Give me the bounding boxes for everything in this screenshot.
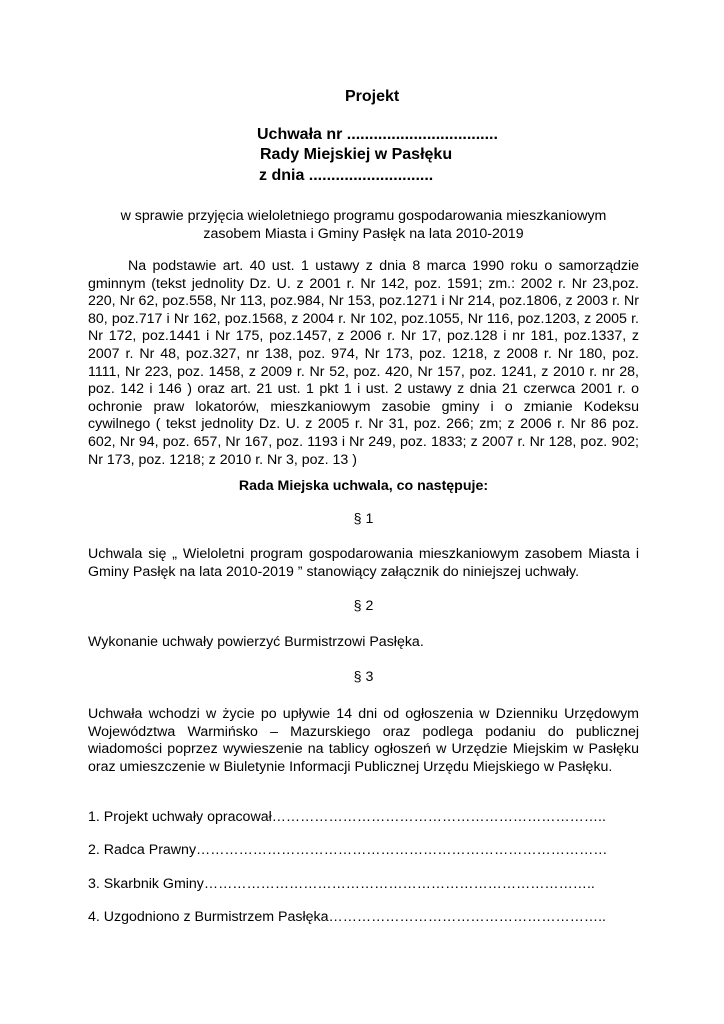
legal-basis: Na podstawie art. 40 ust. 1 ustawy z dnia 8 marca 1990 roku o samorządzie gminnym (tekst jednolity Dz. U. z 2001 r. Nr 142, poz. 1591; zm.: 2002 r. Nr 23,poz. 220, Nr 62, poz.558, Nr 113, poz.984, Nr 153, poz.1271 i Nr 214, poz.1806, z 2003 r. Nr 80, poz.717 i Nr 162, poz.1568, z 2004 r. Nr 102, poz.1055, Nr 116, poz.1203, z 2005 r. Nr 172, poz.1441 i Nr 175, poz.1457, z 2006 r. Nr 17, poz.128 i nr 181, poz.1337, z 2007 r. Nr 48, poz.327, nr 138, poz. 974, Nr 173, poz. 1218, z 2008 r. Nr 180, poz. 1111, Nr 223, poz. 1458, z 2009 r. Nr 52, poz. 420, Nr 157, poz. 1241, z 2010 r. nr 28, poz. 142 i 146 ) oraz art. 21 ust. 1 pkt 1 i ust. 2 ustawy z dnia 21 czerwca 2001 r. o ochronie praw lokatorów, mieszkaniowym zasobie gminy i o zmianie Kodeksu cywilnego ( tekst jednolity Dz. U. z 2005 r. Nr 31, poz. 266; zm; z 2006 r. Nr 86 poz. 602, Nr 94, poz. 657, Nr 167, poz. 1193 i Nr 249, poz. 1833; z 2007 r. Nr 128, poz. 902; Nr 173, poz. 1218; z 2010 r. Nr 3, poz. 13 ) bbox=[88, 258, 639, 468]
section-1-heading: § 1 bbox=[353, 511, 374, 527]
section-3-heading: § 3 bbox=[353, 669, 374, 685]
draft-label: Projekt bbox=[345, 88, 400, 105]
resolution-date: z dnia ............................ bbox=[259, 167, 434, 184]
resolution-number: Uchwała nr .................................. bbox=[257, 126, 498, 143]
council-name: Rady Miejskiej w Pasłęku bbox=[260, 146, 453, 163]
signature-line-1: 1. Projekt uchwały opracował…………………………………………………………….. bbox=[88, 809, 606, 825]
signature-line-3: 3. Skarbnik Gminy……………………………………………………………………….. bbox=[88, 876, 595, 892]
section-1-text: Uchwala się „ Wieloletni program gospodarowania mieszkaniowym zasobem Miasta i Gminy Pasłęk na lata 2010-2019 ” stanowiący załącznik do niniejszej uchwały. bbox=[88, 546, 639, 580]
subject-line-2: zasobem Miasta i Gminy Pasłęk na lata 2010-2019 bbox=[203, 226, 524, 242]
signature-line-2: 2. Radca Prawny…………………………………………………………………………… bbox=[88, 842, 608, 858]
resolves-heading: Rada Miejska uchwala, co następuje: bbox=[238, 478, 489, 494]
section-2-heading: § 2 bbox=[353, 598, 374, 614]
subject-line-1: w sprawie przyjęcia wieloletniego programu gospodarowania mieszkaniowym bbox=[120, 208, 607, 224]
section-3-text: Uchwała wchodzi w życie po upływie 14 dni od ogłoszenia w Dzienniku Urzędowym Województwa Warmińsko – Mazurskiego oraz podlega podaniu do publicznej wiadomości poprzez wywieszenie na tablicy ogłoszeń w Urzędzie Miejskim w Pasłęku oraz umieszczenie w Biuletynie Informacji Publicznej Urzędu Miejskiego w Pasłęku. bbox=[88, 706, 639, 775]
section-2-text: Wykonanie uchwały powierzyć Burmistrzowi Pasłęka. bbox=[88, 634, 424, 650]
signature-line-4: 4. Uzgodniono z Burmistrzem Pasłęka………………………………………………….. bbox=[88, 909, 606, 925]
subject bbox=[88, 207, 639, 243]
